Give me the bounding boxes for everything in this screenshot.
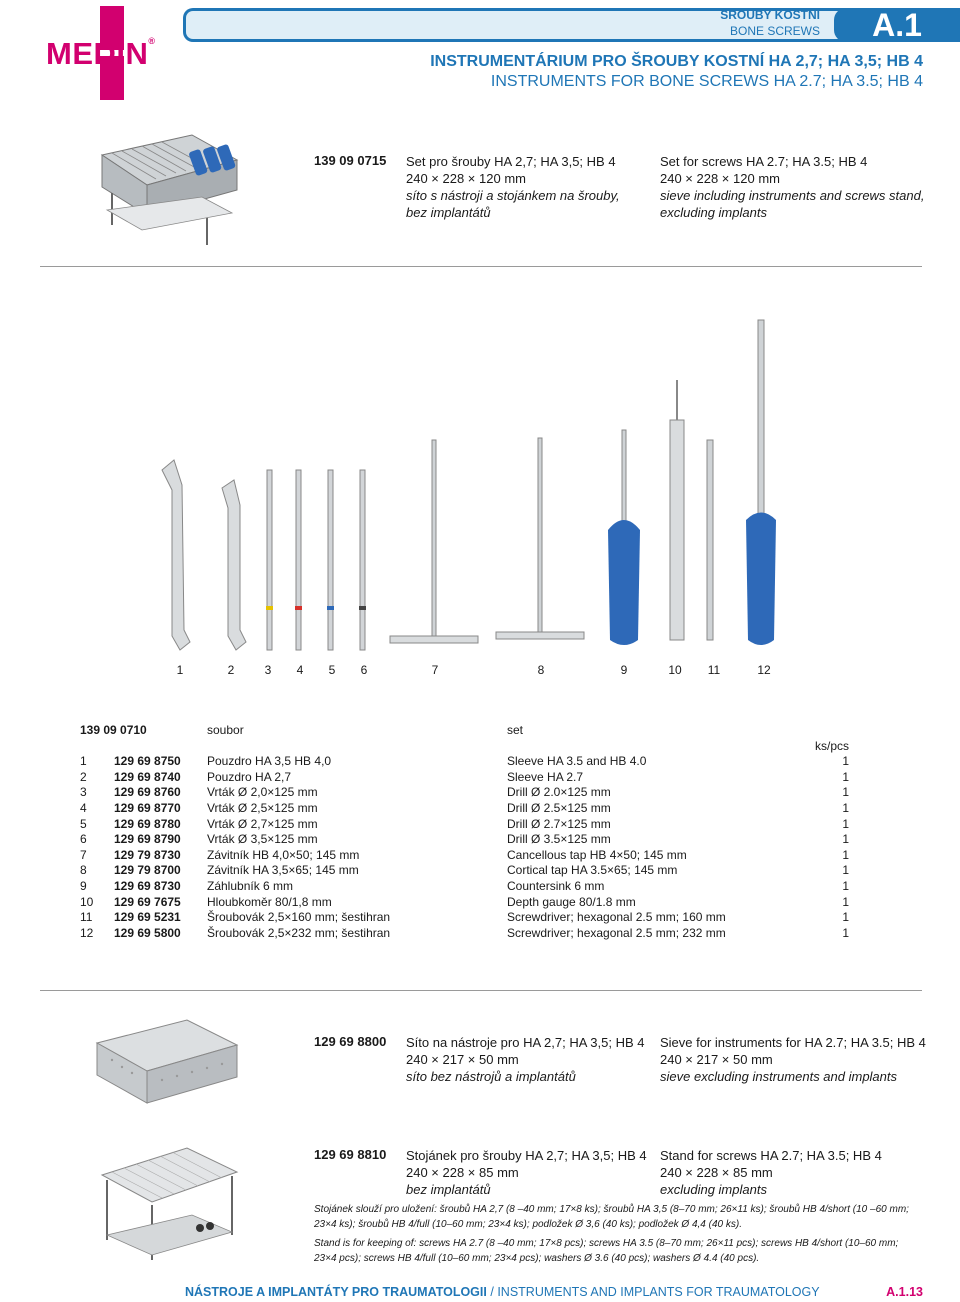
- divider: [40, 266, 922, 267]
- set-en-line4: excluding implants: [660, 205, 767, 220]
- sieve-description-en: [660, 1034, 926, 1085]
- instrument-number: 5: [328, 663, 336, 677]
- category-en: BONE SCREWS: [729, 24, 820, 38]
- page-number: A.1.13: [886, 1285, 923, 1299]
- page-title-en: INSTRUMENTS FOR BONE SCREWS HA 2.7; HA 3.5; HB 4: [490, 73, 923, 90]
- table-row: 9 129 69 8730 Záhlubník 6 mm Countersink 6 mm 1: [80, 878, 849, 893]
- footer-cz: NÁSTROJE A IMPLANTÁTY PRO TRAUMATOLOGII: [185, 1285, 487, 1299]
- set-cz-line2: 240 × 228 × 120 mm: [406, 171, 526, 186]
- instruments-image: [150, 310, 800, 660]
- footer-en: INSTRUMENTS AND IMPLANTS FOR TRAUMATOLOGY: [497, 1285, 820, 1299]
- sieve-cz-line2: 240 × 217 × 50 mm: [406, 1052, 519, 1067]
- stand-description-en: [660, 1147, 882, 1198]
- sieve-image: [92, 1015, 242, 1110]
- page-title-cz: INSTRUMENTÁRIUM PRO ŠROUBY KOSTNÍ HA 2,7; HA 3,5; HB 4: [430, 53, 923, 70]
- table-header-row: [80, 723, 849, 739]
- table-row: 11 129 69 5231 Šroubovák 2,5×160 mm; šestihran Screwdriver; hexagonal 2.5 mm; 160 mm 1: [80, 910, 849, 925]
- sleeve-2-shape: [222, 480, 246, 650]
- sieve-en-line2: 240 × 217 × 50 mm: [660, 1052, 773, 1067]
- instrument-number: 6: [360, 663, 368, 677]
- category-cz: ŠROUBY KOSTNÍ: [720, 8, 820, 22]
- instrument-number: 4: [296, 663, 304, 677]
- sieve-cz-line1: Síto na nástroje pro HA 2,7; HA 3,5; HB 4: [406, 1035, 645, 1050]
- stand-description-cz: [406, 1147, 647, 1198]
- table-row: 2 129 69 8740 Pouzdro HA 2,7 Sleeve HA 2.7 1: [80, 769, 849, 784]
- instrument-number: 7: [431, 663, 439, 677]
- instrument-number: 1: [176, 663, 184, 677]
- instrument-number: 8: [537, 663, 545, 677]
- instrument-number: 9: [620, 663, 628, 677]
- stand-cz-line2: 240 × 228 × 85 mm: [406, 1165, 519, 1180]
- stand-code: 129 69 8810: [314, 1147, 387, 1162]
- sieve-cz-line3: síto bez nástrojů a implantátů: [406, 1069, 576, 1084]
- table-row: 7 129 79 8730 Závitník HB 4,0×50; 145 mm Cancellous tap HB 4×50; 145 mm 1: [80, 847, 849, 862]
- table-col-cz: soubor: [207, 723, 244, 737]
- stand-en-line2: 240 × 228 × 85 mm: [660, 1165, 773, 1180]
- stand-cz-line3: bez implantátů: [406, 1182, 491, 1197]
- table-row: 5 129 69 8780 Vrták Ø 2,7×125 mm Drill Ø 2.7×125 mm 1: [80, 816, 849, 831]
- table-qty-header-row: [80, 739, 849, 755]
- stand-note-cz: Stojánek slouží pro uložení: šroubů HA 2,7 (8 –40 mm; 17×8 ks); šroubů HA 3,5 (8–70 mm; 26×11 ks); šroubů HB 4/short (10 –60 mm; 23×4 ks); šroubů HB 4/full (10–60 mm; 23×4 ks); podložek Ø 3,6 (40 ks); podložek Ø 4,4 (40 ks).: [314, 1204, 909, 1230]
- instrument-number: 11: [707, 663, 721, 677]
- table-row: 6 129 69 8790 Vrták Ø 3,5×125 mm Drill Ø 3.5×125 mm 1: [80, 832, 849, 847]
- stand-en-line3: excluding implants: [660, 1182, 767, 1197]
- instrument-number: 12: [757, 663, 771, 677]
- footer: [185, 1285, 820, 1299]
- parts-table: [80, 723, 849, 941]
- instrument-number: 10: [668, 663, 682, 677]
- instrument-number: 3: [264, 663, 272, 677]
- sieve-en-line3: sieve excluding instruments and implants: [660, 1069, 898, 1084]
- table-row: 10 129 69 7675 Hloubkoměr 80/1,8 mm Depth gauge 80/1.8 mm 1: [80, 894, 849, 909]
- set-cz-line3: síto s nástroji a stojánkem na šrouby,: [406, 188, 620, 203]
- set-cz-line1: Set pro šrouby HA 2,7; HA 3,5; HB 4: [406, 154, 616, 169]
- logo-wordmark: MEDIN®: [46, 36, 156, 71]
- set-description-en: [660, 153, 924, 221]
- stand-cz-line1: Stojánek pro šrouby HA 2,7; HA 3,5; HB 4: [406, 1148, 647, 1163]
- set-cz-line4: bez implantátů: [406, 205, 491, 220]
- table-row: 3 129 69 8760 Vrták Ø 2,0×125 mm Drill Ø 2.0×125 mm 1: [80, 785, 849, 800]
- medin-logo: [42, 6, 156, 100]
- table-row: 12 129 69 5800 Šroubovák 2,5×232 mm; šestihran Screwdriver; hexagonal 2.5 mm; 232 mm 1: [80, 925, 849, 940]
- stand-en-line1: Stand for screws HA 2.7; HA 3.5; HB 4: [660, 1148, 882, 1163]
- set-en-line3: sieve including instruments and screws stand,: [660, 188, 925, 203]
- stand-note-en: Stand is for keeping of: screws HA 2.7 (8 –40 mm; 17×8 pcs); screws HA 3.5 (8–70 mm; 26×11 pcs); screws HB 4/short (10–60 mm; 23×4 pcs); screws HB 4/full (10–60 mm; 23×4 pcs); washers Ø 3.6 (40 pcs); washers Ø 4.4 (40 pcs).: [314, 1238, 899, 1264]
- table-col-en: set: [507, 723, 524, 737]
- stand-image: [92, 1140, 242, 1265]
- sieve-description-cz: [406, 1034, 644, 1085]
- section-badge: A.1: [834, 8, 960, 42]
- set-code: 139 09 0715: [314, 153, 387, 168]
- divider: [40, 990, 922, 991]
- set-en-line2: 240 × 228 × 120 mm: [660, 171, 780, 186]
- instrument-set-image: [92, 115, 242, 250]
- table-row: 8 129 79 8700 Závitník HA 3,5×65; 145 mm Cortical tap HA 3.5×65; 145 mm 1: [80, 863, 849, 878]
- set-description-cz: [406, 153, 620, 221]
- table-row: 4 129 69 8770 Vrták Ø 2,5×125 mm Drill Ø 2.5×125 mm 1: [80, 800, 849, 815]
- footer-separator: /: [490, 1285, 494, 1299]
- sieve-en-line1: Sieve for instruments for HA 2.7; HA 3.5; HB 4: [660, 1035, 926, 1050]
- table-col-qty: ks/pcs: [814, 738, 849, 753]
- sleeve-1-shape: [162, 460, 190, 650]
- table-set-code: 139 09 0710: [80, 723, 147, 737]
- set-en-line1: Set for screws HA 2.7; HA 3.5; HB 4: [660, 154, 868, 169]
- instrument-number: 2: [227, 663, 235, 677]
- sieve-code: 129 69 8800: [314, 1034, 387, 1049]
- table-row: 1 129 69 8750 Pouzdro HA 3,5 HB 4,0 Sleeve HA 3.5 and HB 4.0 1: [80, 754, 849, 769]
